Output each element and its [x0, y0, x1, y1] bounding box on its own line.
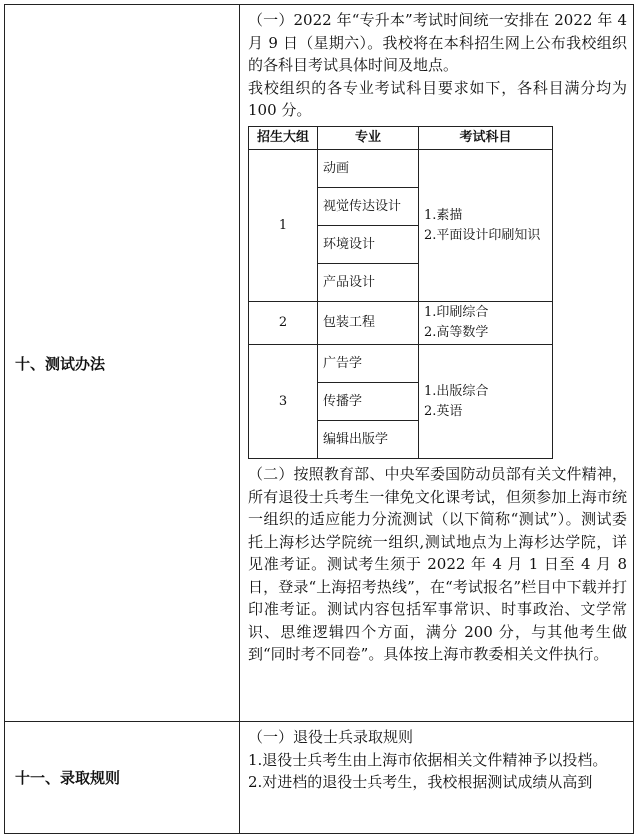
exam-subjects-table	[248, 126, 553, 460]
table-row	[249, 150, 553, 188]
subject-line: 1.印刷综合	[424, 305, 489, 320]
section-10-label: 十、测试办法	[5, 5, 240, 722]
table-row	[249, 345, 553, 383]
major-cell: 环境设计	[318, 226, 419, 264]
veteran-rules-heading: （一）退役士兵录取规则	[248, 728, 414, 747]
header-major: 专业	[318, 126, 419, 150]
veteran-test-paragraph: （二）按照教育部、中央军委国防动员部有关文件精神，所有退役士兵考生一律免文化课考试，但须参加上海市统一组织的适应能力分流测试（以下简称“测试”）。测试委托上海杉达学院统一组织,测试地点为上海杉达学院，详见准考证。测试考生须于 2022 年 4 月 1 日至 4 月 8 日，登录“上海招考热线”，在“考试报名”栏目中下载并打印准考证。测试内容包括军事常识、时事政治、文学常识、思维逻辑四个方面，满分 200 分，与其他考生做到“同时考不同卷”。具体按上海市教委相关文件执行。	[248, 465, 627, 663]
section-11-label: 十一、录取规则	[5, 722, 240, 834]
table-header-row	[249, 126, 553, 150]
subject-cell	[419, 150, 553, 302]
veteran-rule-2: 2.对进档的退役士兵考生，我校根据测试成绩从高到	[248, 773, 593, 792]
header-subject: 考试科目	[419, 126, 553, 150]
major-cell: 编辑出版学	[318, 421, 419, 459]
major-cell: 动画	[318, 150, 419, 188]
table-row	[249, 302, 553, 345]
section-11-content	[240, 722, 634, 834]
admission-rules-table	[4, 4, 634, 834]
section-10-row	[5, 5, 634, 722]
exam-time-paragraph: （一）2022 年“专升本”考试时间统一安排在 2022 年 4 月 9 日（星期六）。我校将在本科招生网上公布我校组织的各科目考试具体时间及地点。	[248, 11, 627, 74]
group-cell: 2	[249, 302, 318, 345]
subject-line: 2.平面设计印刷知识	[424, 227, 541, 243]
section-11-row	[5, 722, 634, 834]
subject-cell	[419, 302, 553, 345]
subject-line: 1.素描	[424, 207, 463, 223]
subject-line: 1.出版综合	[424, 383, 489, 399]
group-cell: 1	[249, 150, 318, 302]
major-cell: 视觉传达设计	[318, 188, 419, 226]
major-cell: 广告学	[318, 345, 419, 383]
major-cell: 包装工程	[318, 302, 419, 345]
major-cell: 传播学	[318, 383, 419, 421]
veteran-rule-1: 1.退役士兵考生由上海市依据相关文件精神予以投档。	[248, 750, 608, 769]
subject-cell	[419, 345, 553, 459]
subject-line: 2.高等数学	[424, 325, 489, 340]
subject-requirement-paragraph: 我校组织的各专业考试科目要求如下，各科目满分均为 100 分。	[248, 78, 627, 119]
subject-line: 2.英语	[424, 403, 463, 419]
section-10-content	[240, 5, 634, 722]
group-cell: 3	[249, 345, 318, 459]
header-group: 招生大组	[249, 126, 318, 150]
major-cell: 产品设计	[318, 264, 419, 302]
